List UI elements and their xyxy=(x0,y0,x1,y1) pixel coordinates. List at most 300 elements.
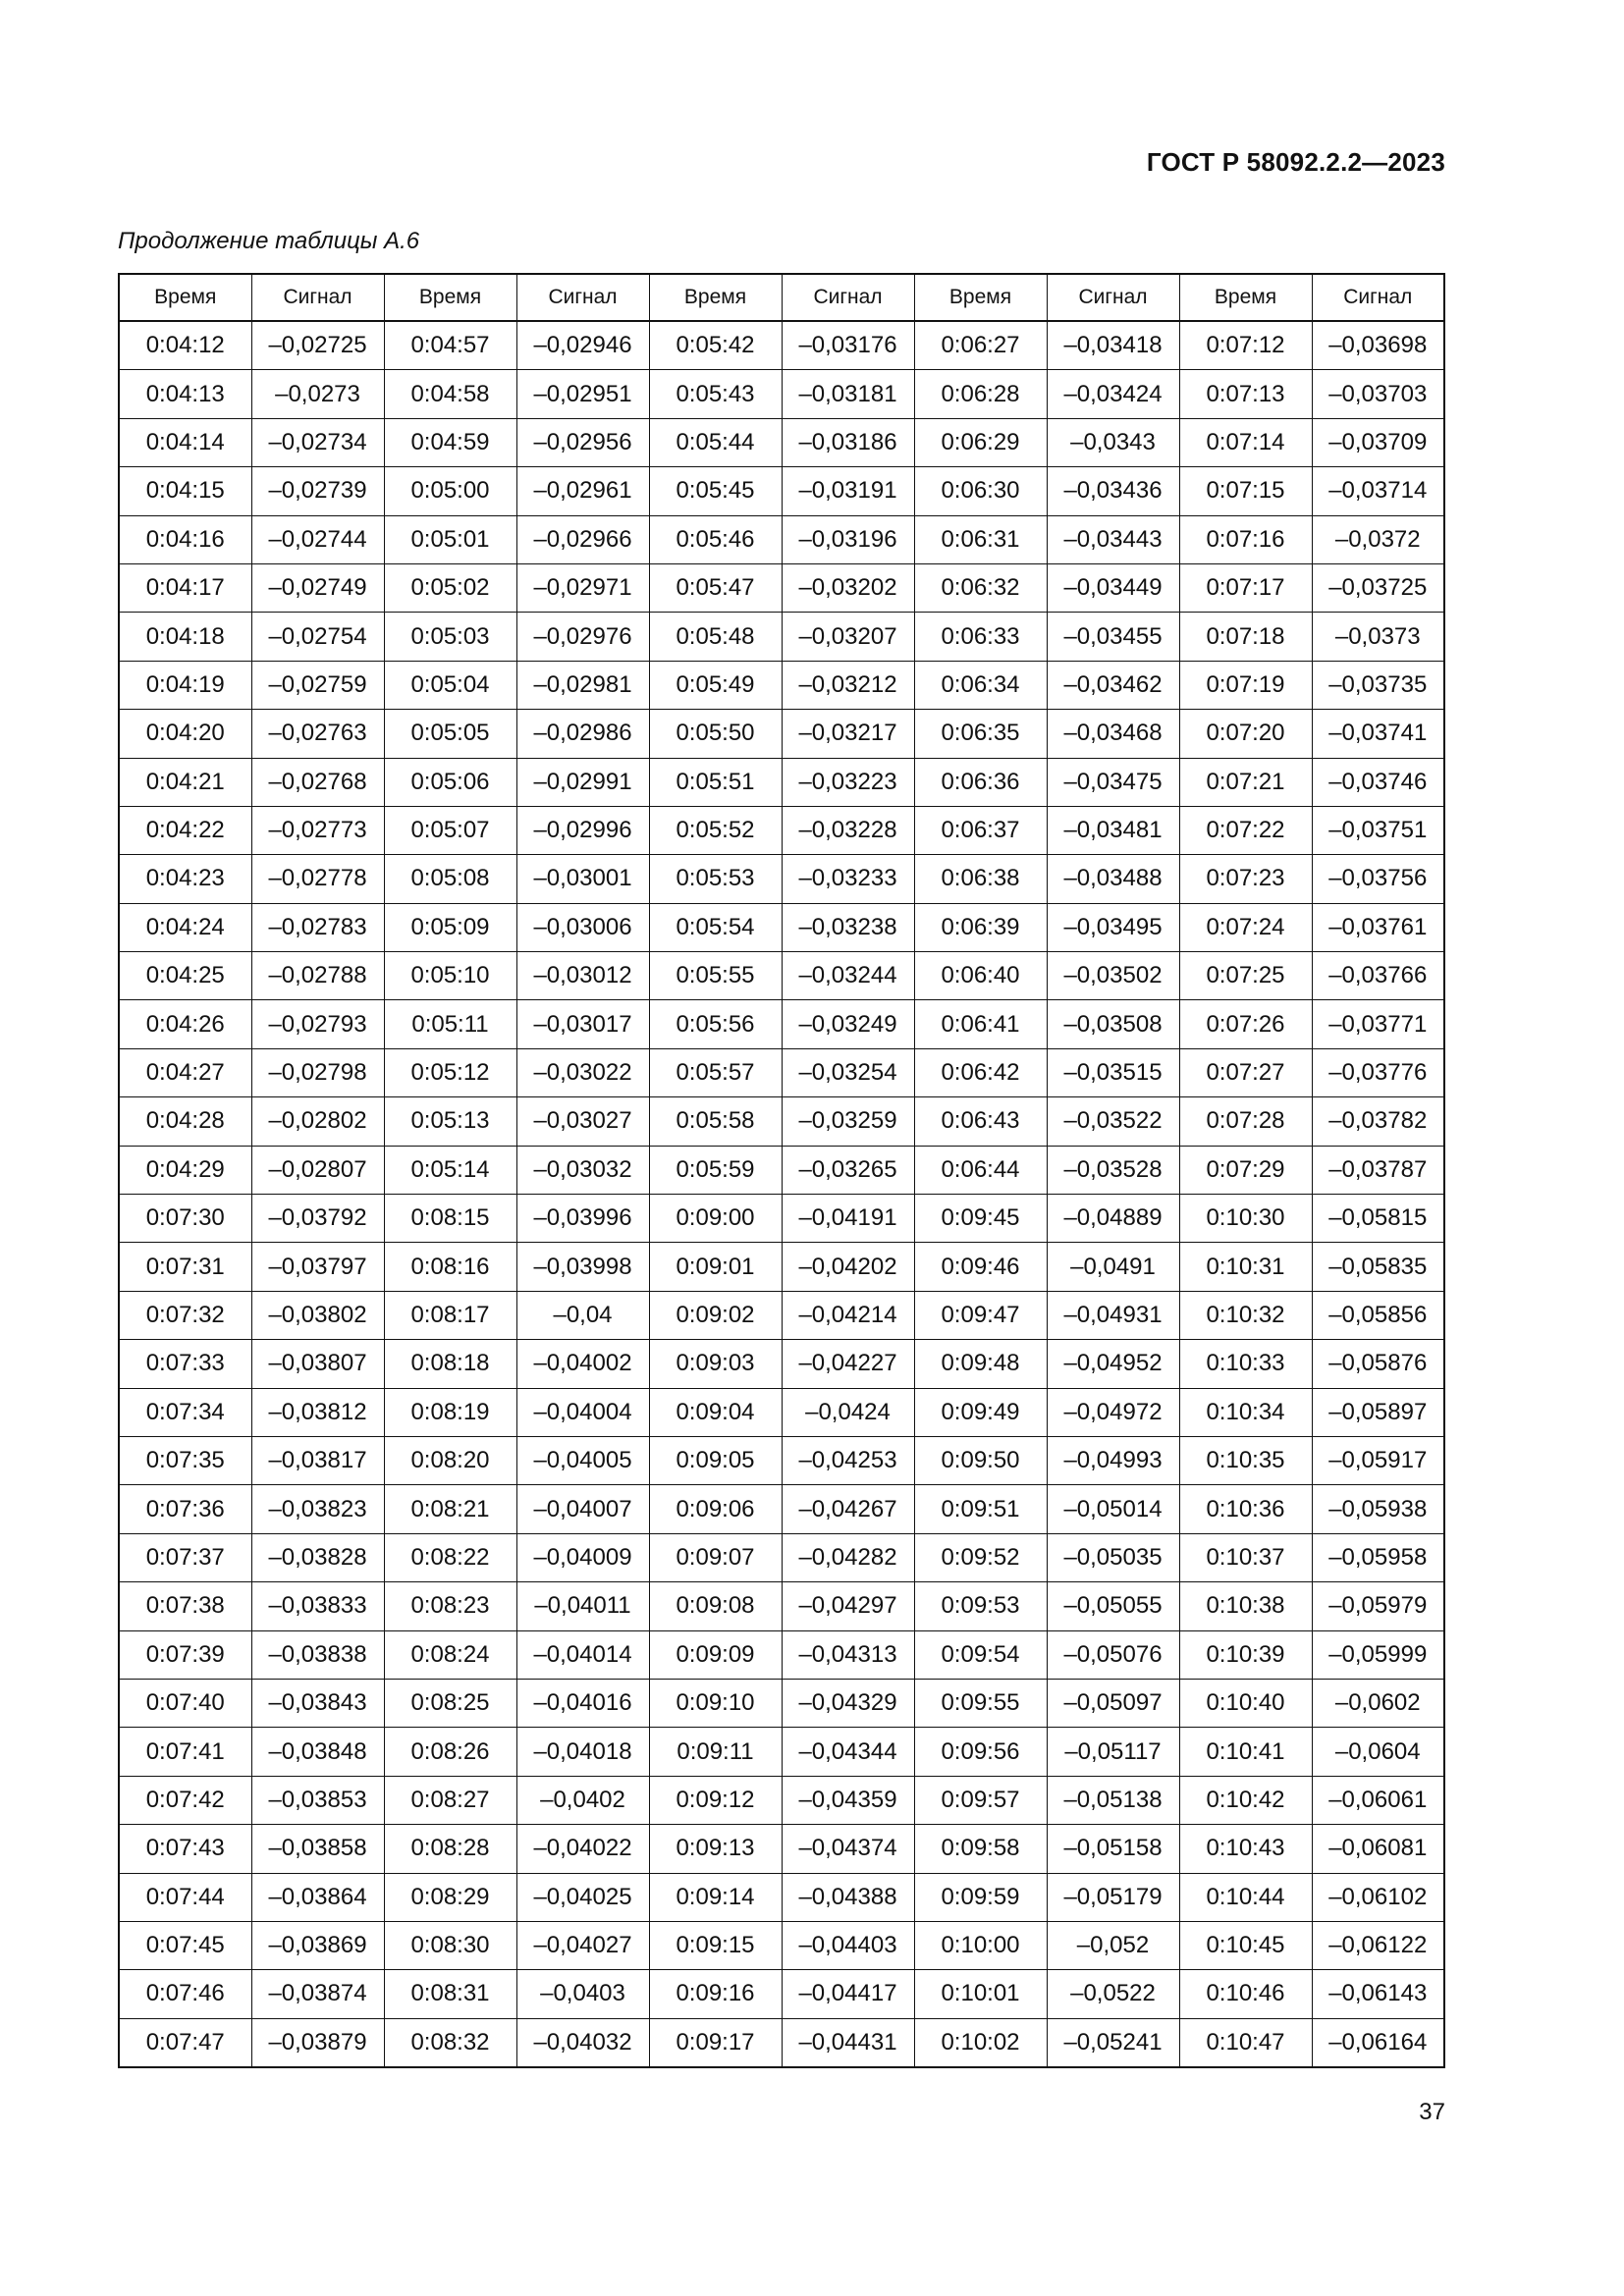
signal-cell: –0,04431 xyxy=(782,2018,914,2067)
time-cell: 0:08:21 xyxy=(384,1485,516,1533)
signal-cell: –0,02783 xyxy=(251,903,384,951)
time-cell: 0:10:30 xyxy=(1179,1195,1312,1243)
signal-cell: –0,04388 xyxy=(782,1873,914,1921)
signal-cell: –0,04931 xyxy=(1047,1291,1179,1339)
signal-cell: –0,04007 xyxy=(516,1485,649,1533)
signal-cell: –0,0373 xyxy=(1312,613,1444,661)
time-cell: 0:06:43 xyxy=(914,1097,1047,1146)
table-row xyxy=(119,1146,1444,1194)
time-cell: 0:09:46 xyxy=(914,1243,1047,1291)
signal-cell: –0,0273 xyxy=(251,370,384,418)
signal-cell: –0,02725 xyxy=(251,321,384,370)
time-cell: 0:07:29 xyxy=(1179,1146,1312,1194)
time-cell: 0:09:06 xyxy=(649,1485,782,1533)
time-cell: 0:10:41 xyxy=(1179,1728,1312,1776)
signal-cell: –0,05979 xyxy=(1312,1582,1444,1630)
signal-cell: –0,03843 xyxy=(251,1679,384,1727)
time-cell: 0:04:25 xyxy=(119,952,251,1000)
time-cell: 0:05:53 xyxy=(649,855,782,903)
time-cell: 0:08:15 xyxy=(384,1195,516,1243)
signal-cell: –0,05035 xyxy=(1047,1533,1179,1581)
time-cell: 0:08:23 xyxy=(384,1582,516,1630)
signal-cell: –0,02966 xyxy=(516,515,649,563)
time-cell: 0:05:14 xyxy=(384,1146,516,1194)
signal-cell: –0,03508 xyxy=(1047,1000,1179,1048)
signal-cell: –0,02996 xyxy=(516,806,649,854)
signal-cell: –0,04282 xyxy=(782,1533,914,1581)
signal-cell: –0,04002 xyxy=(516,1340,649,1388)
time-cell: 0:06:41 xyxy=(914,1000,1047,1048)
signal-cell: –0,05876 xyxy=(1312,1340,1444,1388)
time-cell: 0:05:07 xyxy=(384,806,516,854)
time-cell: 0:09:17 xyxy=(649,2018,782,2067)
time-cell: 0:10:45 xyxy=(1179,1921,1312,1969)
time-cell: 0:04:22 xyxy=(119,806,251,854)
time-cell: 0:08:25 xyxy=(384,1679,516,1727)
signal-cell: –0,04329 xyxy=(782,1679,914,1727)
time-cell: 0:05:44 xyxy=(649,418,782,466)
time-cell: 0:07:27 xyxy=(1179,1048,1312,1096)
time-cell: 0:05:01 xyxy=(384,515,516,563)
table-row xyxy=(119,370,1444,418)
time-cell: 0:10:39 xyxy=(1179,1630,1312,1679)
signal-cell: –0,03495 xyxy=(1047,903,1179,951)
signal-cell: –0,03698 xyxy=(1312,321,1444,370)
time-cell: 0:10:38 xyxy=(1179,1582,1312,1630)
time-cell: 0:10:33 xyxy=(1179,1340,1312,1388)
signal-cell: –0,03703 xyxy=(1312,370,1444,418)
time-cell: 0:09:47 xyxy=(914,1291,1047,1339)
time-cell: 0:09:52 xyxy=(914,1533,1047,1581)
time-cell: 0:07:45 xyxy=(119,1921,251,1969)
time-cell: 0:07:36 xyxy=(119,1485,251,1533)
time-cell: 0:07:37 xyxy=(119,1533,251,1581)
signal-cell: –0,04374 xyxy=(782,1825,914,1873)
time-cell: 0:10:40 xyxy=(1179,1679,1312,1727)
time-cell: 0:06:31 xyxy=(914,515,1047,563)
column-header-time: Время xyxy=(384,274,516,321)
signal-cell: –0,04889 xyxy=(1047,1195,1179,1243)
time-cell: 0:09:09 xyxy=(649,1630,782,1679)
signal-cell: –0,04267 xyxy=(782,1485,914,1533)
time-cell: 0:09:49 xyxy=(914,1388,1047,1436)
signal-cell: –0,03761 xyxy=(1312,903,1444,951)
header-row xyxy=(119,274,1444,321)
time-cell: 0:09:54 xyxy=(914,1630,1047,1679)
time-cell: 0:07:33 xyxy=(119,1340,251,1388)
signal-cell: –0,03998 xyxy=(516,1243,649,1291)
signal-cell: –0,03254 xyxy=(782,1048,914,1096)
signal-cell: –0,04004 xyxy=(516,1388,649,1436)
time-cell: 0:08:32 xyxy=(384,2018,516,2067)
time-cell: 0:10:46 xyxy=(1179,1970,1312,2018)
signal-cell: –0,03515 xyxy=(1047,1048,1179,1096)
time-cell: 0:08:27 xyxy=(384,1776,516,1824)
time-cell: 0:05:06 xyxy=(384,758,516,806)
time-cell: 0:09:53 xyxy=(914,1582,1047,1630)
table-row xyxy=(119,418,1444,466)
signal-cell: –0,02749 xyxy=(251,563,384,612)
signal-cell: –0,02991 xyxy=(516,758,649,806)
time-cell: 0:09:00 xyxy=(649,1195,782,1243)
signal-cell: –0,03259 xyxy=(782,1097,914,1146)
signal-cell: –0,0604 xyxy=(1312,1728,1444,1776)
time-cell: 0:04:20 xyxy=(119,710,251,758)
signal-cell: –0,04018 xyxy=(516,1728,649,1776)
time-cell: 0:05:09 xyxy=(384,903,516,951)
signal-cell: –0,05897 xyxy=(1312,1388,1444,1436)
signal-cell: –0,03782 xyxy=(1312,1097,1444,1146)
signal-cell: –0,05958 xyxy=(1312,1533,1444,1581)
time-cell: 0:06:35 xyxy=(914,710,1047,758)
signal-cell: –0,03186 xyxy=(782,418,914,466)
column-header-signal: Сигнал xyxy=(251,274,384,321)
signal-cell: –0,04009 xyxy=(516,1533,649,1581)
table-row xyxy=(119,1291,1444,1339)
time-cell: 0:09:51 xyxy=(914,1485,1047,1533)
signal-cell: –0,04214 xyxy=(782,1291,914,1339)
time-cell: 0:07:17 xyxy=(1179,563,1312,612)
signal-cell: –0,03212 xyxy=(782,661,914,709)
signal-cell: –0,03833 xyxy=(251,1582,384,1630)
signal-cell: –0,02961 xyxy=(516,467,649,515)
signal-cell: –0,03771 xyxy=(1312,1000,1444,1048)
time-cell: 0:05:55 xyxy=(649,952,782,1000)
column-header-time: Время xyxy=(119,274,251,321)
time-cell: 0:08:29 xyxy=(384,1873,516,1921)
time-cell: 0:07:44 xyxy=(119,1873,251,1921)
time-cell: 0:09:48 xyxy=(914,1340,1047,1388)
time-cell: 0:08:30 xyxy=(384,1921,516,1969)
signal-cell: –0,05815 xyxy=(1312,1195,1444,1243)
signal-cell: –0,03455 xyxy=(1047,613,1179,661)
signal-cell: –0,02971 xyxy=(516,563,649,612)
signal-cell: –0,03191 xyxy=(782,467,914,515)
time-cell: 0:05:49 xyxy=(649,661,782,709)
signal-cell: –0,04016 xyxy=(516,1679,649,1727)
signal-cell: –0,06102 xyxy=(1312,1873,1444,1921)
signal-cell: –0,03238 xyxy=(782,903,914,951)
time-cell: 0:08:18 xyxy=(384,1340,516,1388)
time-cell: 0:04:29 xyxy=(119,1146,251,1194)
signal-cell: –0,05241 xyxy=(1047,2018,1179,2067)
signal-cell: –0,02763 xyxy=(251,710,384,758)
signal-cell: –0,03823 xyxy=(251,1485,384,1533)
signal-cell: –0,03196 xyxy=(782,515,914,563)
signal-cell: –0,02946 xyxy=(516,321,649,370)
signal-cell: –0,02734 xyxy=(251,418,384,466)
time-cell: 0:09:11 xyxy=(649,1728,782,1776)
signal-cell: –0,03217 xyxy=(782,710,914,758)
table-row xyxy=(119,613,1444,661)
signal-cell: –0,04005 xyxy=(516,1436,649,1484)
time-cell: 0:06:37 xyxy=(914,806,1047,854)
signal-cell: –0,0402 xyxy=(516,1776,649,1824)
signal-cell: –0,03709 xyxy=(1312,418,1444,466)
column-header-signal: Сигнал xyxy=(1312,274,1444,321)
time-cell: 0:05:45 xyxy=(649,467,782,515)
table-row xyxy=(119,1243,1444,1291)
signal-cell: –0,03787 xyxy=(1312,1146,1444,1194)
signal-cell: –0,02976 xyxy=(516,613,649,661)
signal-cell: –0,03436 xyxy=(1047,467,1179,515)
time-cell: 0:07:30 xyxy=(119,1195,251,1243)
signal-cell: –0,03488 xyxy=(1047,855,1179,903)
column-header-time: Время xyxy=(1179,274,1312,321)
time-cell: 0:07:14 xyxy=(1179,418,1312,466)
time-cell: 0:10:34 xyxy=(1179,1388,1312,1436)
time-cell: 0:07:42 xyxy=(119,1776,251,1824)
time-cell: 0:07:13 xyxy=(1179,370,1312,418)
signal-cell: –0,02754 xyxy=(251,613,384,661)
signal-cell: –0,06143 xyxy=(1312,1970,1444,2018)
signal-cell: –0,02744 xyxy=(251,515,384,563)
signal-cell: –0,0522 xyxy=(1047,1970,1179,2018)
table-row xyxy=(119,321,1444,370)
time-cell: 0:08:28 xyxy=(384,1825,516,1873)
table-row xyxy=(119,1097,1444,1146)
time-cell: 0:06:39 xyxy=(914,903,1047,951)
table-row xyxy=(119,855,1444,903)
time-cell: 0:08:22 xyxy=(384,1533,516,1581)
column-header-time: Время xyxy=(914,274,1047,321)
table-row xyxy=(119,1582,1444,1630)
signal-cell: –0,04227 xyxy=(782,1340,914,1388)
time-cell: 0:08:26 xyxy=(384,1728,516,1776)
signal-cell: –0,05835 xyxy=(1312,1243,1444,1291)
time-cell: 0:05:00 xyxy=(384,467,516,515)
document-code: ГОСТ Р 58092.2.2—2023 xyxy=(1146,147,1445,177)
time-cell: 0:05:43 xyxy=(649,370,782,418)
table-caption: Продолжение таблицы А.6 xyxy=(118,228,420,254)
signal-cell: –0,05938 xyxy=(1312,1485,1444,1533)
time-cell: 0:07:28 xyxy=(1179,1097,1312,1146)
signal-cell: –0,04297 xyxy=(782,1582,914,1630)
time-cell: 0:07:23 xyxy=(1179,855,1312,903)
time-cell: 0:10:44 xyxy=(1179,1873,1312,1921)
time-cell: 0:06:44 xyxy=(914,1146,1047,1194)
signal-cell: –0,02951 xyxy=(516,370,649,418)
time-cell: 0:06:36 xyxy=(914,758,1047,806)
time-cell: 0:09:13 xyxy=(649,1825,782,1873)
time-cell: 0:07:26 xyxy=(1179,1000,1312,1048)
signal-cell: –0,03462 xyxy=(1047,661,1179,709)
signal-cell: –0,03223 xyxy=(782,758,914,806)
table-row xyxy=(119,1970,1444,2018)
time-cell: 0:07:47 xyxy=(119,2018,251,2067)
signal-cell: –0,0491 xyxy=(1047,1243,1179,1291)
time-cell: 0:05:13 xyxy=(384,1097,516,1146)
time-cell: 0:08:19 xyxy=(384,1388,516,1436)
signal-cell: –0,02802 xyxy=(251,1097,384,1146)
time-cell: 0:04:19 xyxy=(119,661,251,709)
signal-cell: –0,04191 xyxy=(782,1195,914,1243)
signal-cell: –0,03792 xyxy=(251,1195,384,1243)
signal-cell: –0,04972 xyxy=(1047,1388,1179,1436)
signal-cell: –0,03502 xyxy=(1047,952,1179,1000)
time-cell: 0:06:27 xyxy=(914,321,1047,370)
time-cell: 0:09:16 xyxy=(649,1970,782,2018)
time-cell: 0:05:58 xyxy=(649,1097,782,1146)
signal-cell: –0,03249 xyxy=(782,1000,914,1048)
time-cell: 0:10:43 xyxy=(1179,1825,1312,1873)
table-row xyxy=(119,806,1444,854)
signal-cell: –0,0372 xyxy=(1312,515,1444,563)
time-cell: 0:07:24 xyxy=(1179,903,1312,951)
time-cell: 0:05:02 xyxy=(384,563,516,612)
time-cell: 0:04:28 xyxy=(119,1097,251,1146)
signal-cell: –0,06164 xyxy=(1312,2018,1444,2067)
column-header-time: Время xyxy=(649,274,782,321)
table-row xyxy=(119,1679,1444,1727)
signal-cell: –0,03776 xyxy=(1312,1048,1444,1096)
table-row xyxy=(119,710,1444,758)
time-cell: 0:10:32 xyxy=(1179,1291,1312,1339)
time-cell: 0:09:07 xyxy=(649,1533,782,1581)
signal-cell: –0,03233 xyxy=(782,855,914,903)
signal-cell: –0,03424 xyxy=(1047,370,1179,418)
signal-cell: –0,03006 xyxy=(516,903,649,951)
time-cell: 0:09:55 xyxy=(914,1679,1047,1727)
time-cell: 0:04:27 xyxy=(119,1048,251,1096)
time-cell: 0:09:58 xyxy=(914,1825,1047,1873)
time-cell: 0:10:37 xyxy=(1179,1533,1312,1581)
time-cell: 0:07:40 xyxy=(119,1679,251,1727)
time-cell: 0:08:17 xyxy=(384,1291,516,1339)
time-cell: 0:04:14 xyxy=(119,418,251,466)
time-cell: 0:07:12 xyxy=(1179,321,1312,370)
signal-cell: –0,05014 xyxy=(1047,1485,1179,1533)
time-cell: 0:10:35 xyxy=(1179,1436,1312,1484)
time-cell: 0:06:33 xyxy=(914,613,1047,661)
time-cell: 0:06:40 xyxy=(914,952,1047,1000)
time-cell: 0:04:16 xyxy=(119,515,251,563)
time-cell: 0:06:38 xyxy=(914,855,1047,903)
signal-cell: –0,04032 xyxy=(516,2018,649,2067)
table-row xyxy=(119,1048,1444,1096)
time-cell: 0:04:58 xyxy=(384,370,516,418)
signal-cell: –0,02773 xyxy=(251,806,384,854)
signal-cell: –0,03879 xyxy=(251,2018,384,2067)
page-number: 37 xyxy=(1419,2099,1445,2125)
time-cell: 0:09:45 xyxy=(914,1195,1047,1243)
table-row xyxy=(119,1728,1444,1776)
signal-cell: –0,03017 xyxy=(516,1000,649,1048)
signal-cell: –0,03735 xyxy=(1312,661,1444,709)
time-cell: 0:05:10 xyxy=(384,952,516,1000)
table-row xyxy=(119,758,1444,806)
signal-cell: –0,03828 xyxy=(251,1533,384,1581)
signal-cell: –0,04027 xyxy=(516,1921,649,1969)
table-header xyxy=(119,274,1444,321)
time-cell: 0:07:38 xyxy=(119,1582,251,1630)
signal-cell: –0,04014 xyxy=(516,1630,649,1679)
signal-cell: –0,05856 xyxy=(1312,1291,1444,1339)
signal-cell: –0,04993 xyxy=(1047,1436,1179,1484)
signal-cell: –0,06122 xyxy=(1312,1921,1444,1969)
column-header-signal: Сигнал xyxy=(516,274,649,321)
signal-cell: –0,04022 xyxy=(516,1825,649,1873)
signal-cell: –0,02798 xyxy=(251,1048,384,1096)
time-cell: 0:09:01 xyxy=(649,1243,782,1291)
time-cell: 0:04:21 xyxy=(119,758,251,806)
signal-cell: –0,04011 xyxy=(516,1582,649,1630)
table-row xyxy=(119,1825,1444,1873)
signal-cell: –0,04313 xyxy=(782,1630,914,1679)
signal-cell: –0,03181 xyxy=(782,370,914,418)
signal-cell: –0,03475 xyxy=(1047,758,1179,806)
table-row xyxy=(119,1533,1444,1581)
signal-cell: –0,03802 xyxy=(251,1291,384,1339)
signal-cell: –0,05097 xyxy=(1047,1679,1179,1727)
time-cell: 0:09:05 xyxy=(649,1436,782,1484)
signal-cell: –0,05055 xyxy=(1047,1582,1179,1630)
time-cell: 0:05:03 xyxy=(384,613,516,661)
signal-cell: –0,04253 xyxy=(782,1436,914,1484)
signal-cell: –0,03766 xyxy=(1312,952,1444,1000)
time-cell: 0:05:56 xyxy=(649,1000,782,1048)
time-cell: 0:07:18 xyxy=(1179,613,1312,661)
signal-cell: –0,04202 xyxy=(782,1243,914,1291)
signal-cell: –0,03001 xyxy=(516,855,649,903)
table-row xyxy=(119,903,1444,951)
time-cell: 0:07:46 xyxy=(119,1970,251,2018)
signal-cell: –0,03807 xyxy=(251,1340,384,1388)
signal-cell: –0,03228 xyxy=(782,806,914,854)
time-cell: 0:05:42 xyxy=(649,321,782,370)
signal-cell: –0,05138 xyxy=(1047,1776,1179,1824)
signal-cell: –0,02793 xyxy=(251,1000,384,1048)
signal-cell: –0,03443 xyxy=(1047,515,1179,563)
time-cell: 0:10:36 xyxy=(1179,1485,1312,1533)
time-cell: 0:04:17 xyxy=(119,563,251,612)
signal-cell: –0,03725 xyxy=(1312,563,1444,612)
table-row xyxy=(119,1436,1444,1484)
signal-cell: –0,06061 xyxy=(1312,1776,1444,1824)
signal-cell: –0,0424 xyxy=(782,1388,914,1436)
time-cell: 0:09:59 xyxy=(914,1873,1047,1921)
time-cell: 0:05:12 xyxy=(384,1048,516,1096)
signal-cell: –0,02956 xyxy=(516,418,649,466)
time-cell: 0:05:46 xyxy=(649,515,782,563)
table-row xyxy=(119,1000,1444,1048)
time-cell: 0:06:34 xyxy=(914,661,1047,709)
time-cell: 0:06:30 xyxy=(914,467,1047,515)
time-cell: 0:05:08 xyxy=(384,855,516,903)
table-row xyxy=(119,467,1444,515)
time-cell: 0:04:15 xyxy=(119,467,251,515)
time-cell: 0:04:23 xyxy=(119,855,251,903)
signal-cell: –0,04417 xyxy=(782,1970,914,2018)
signal-cell: –0,02788 xyxy=(251,952,384,1000)
column-header-signal: Сигнал xyxy=(782,274,914,321)
time-cell: 0:08:16 xyxy=(384,1243,516,1291)
time-cell: 0:07:32 xyxy=(119,1291,251,1339)
signal-cell: –0,02778 xyxy=(251,855,384,903)
signal-cell: –0,03449 xyxy=(1047,563,1179,612)
signal-cell: –0,0343 xyxy=(1047,418,1179,466)
signal-cell: –0,05179 xyxy=(1047,1873,1179,1921)
signal-cell: –0,03528 xyxy=(1047,1146,1179,1194)
table-row xyxy=(119,1921,1444,1969)
time-cell: 0:09:08 xyxy=(649,1582,782,1630)
signal-cell: –0,03797 xyxy=(251,1243,384,1291)
signal-cell: –0,03481 xyxy=(1047,806,1179,854)
time-cell: 0:07:25 xyxy=(1179,952,1312,1000)
signal-cell: –0,03864 xyxy=(251,1873,384,1921)
time-cell: 0:05:52 xyxy=(649,806,782,854)
time-cell: 0:04:57 xyxy=(384,321,516,370)
